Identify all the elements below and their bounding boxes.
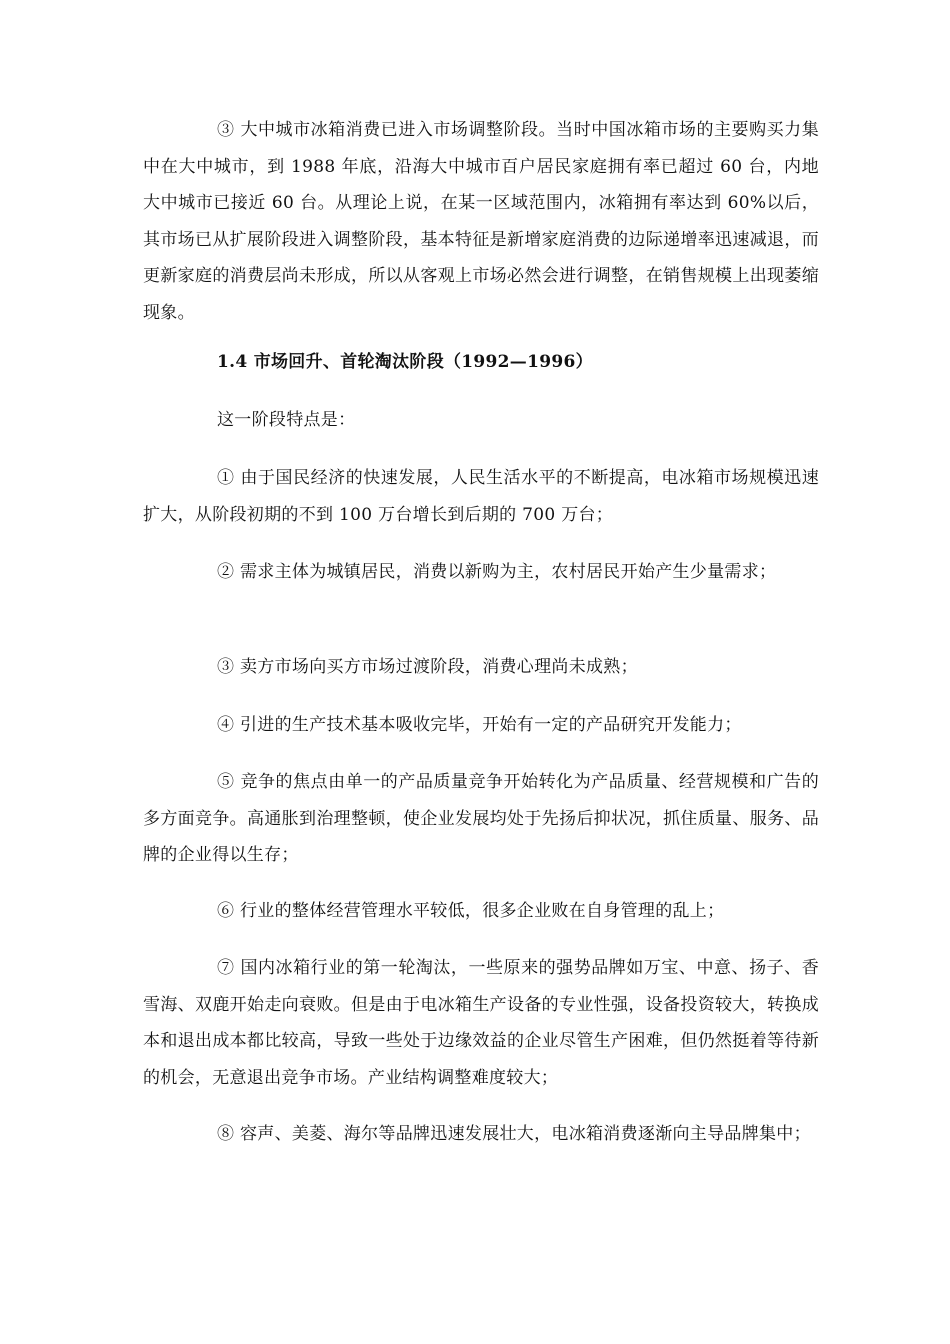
section-heading: 1.4 市场回升、首轮淘汰阶段（1992—1996） xyxy=(217,352,593,372)
paragraph-point-1: ① 由于国民经济的快速发展，人民生活水平的不断提高，电冰箱市场规模迅速扩大，从阶段初期的不到 100 万台增长到后期的 700 万台； xyxy=(143,468,819,525)
paragraph-point-7: ⑦ 国内冰箱行业的第一轮淘汰，一些原来的强势品牌如万宝、中意、扬子、香雪海、双鹿开始走向衰败。但是由于电冰箱生产设备的专业性强，设备投资较大，转换成本和退出成本都比较高，导致一些处于边缘效益的企业尽管生产困难，但仍然挺着等待新的机会，无意退出竞争市场。产业结构调整难度较大； xyxy=(143,958,819,1088)
paragraph-urban-market-adjustment: ③ 大中城市冰箱消费已进入市场调整阶段。当时中国冰箱市场的主要购买力集中在大中城市，到 1988 年底，沿海大中城市百户居民家庭拥有率已超过 60 台，内地大中城市已接近 60 台。从理论上说，在某一区域范围内，冰箱拥有率达到 60%以后，其市场已从扩展阶段进入调整阶段，基本特征是新增家庭消费的边际递增率迅速减退，而更新家庭的消费层尚未形成，所以从客观上市场必然会进行调整，在销售规模上出现萎缩现象。 xyxy=(143,120,819,323)
paragraph-point-5: ⑤ 竞争的焦点由单一的产品质量竞争开始转化为产品质量、经营规模和广告的多方面竞争。高通胀到治理整顿，使企业发展均处于先扬后抑状况，抓住质量、服务、品牌的企业得以生存； xyxy=(143,772,819,865)
paragraph-point-2: ② 需求主体为城镇居民，消费以新购为主，农村居民开始产生少量需求； xyxy=(217,562,777,582)
paragraph-point-6: ⑥ 行业的整体经营管理水平较低，很多企业败在自身管理的乱上； xyxy=(217,901,725,921)
paragraph-stage-characteristics-intro: 这一阶段特点是： xyxy=(217,410,356,430)
paragraph-point-4: ④ 引进的生产技术基本吸收完毕，开始有一定的产品研究开发能力； xyxy=(217,715,742,735)
paragraph-point-3: ③ 卖方市场向买方市场过渡阶段，消费心理尚未成熟； xyxy=(217,657,638,677)
paragraph-point-8: ⑧ 容声、美菱、海尔等品牌迅速发展壮大，电冰箱消费逐渐向主导品牌集中； xyxy=(217,1124,811,1144)
